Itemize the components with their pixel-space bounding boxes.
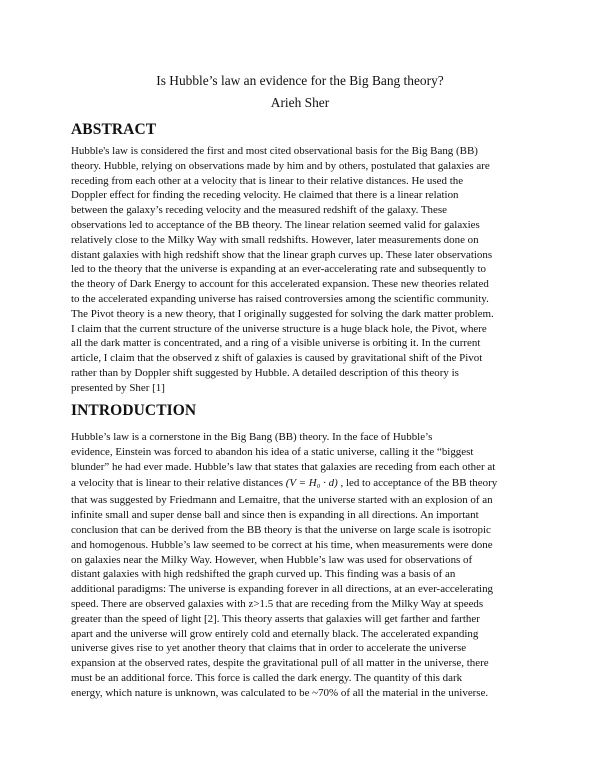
text-line: blunder” he had ever made. Hubble’s law that states that galaxies are receding from each other at [71,460,496,473]
text-line: to the accelerated expanding universe has raised controversies among the scientific community. [71,292,489,305]
text-line: led to the theory that the universe is expanding at an ever-accelerating rate and subsequently to [71,263,486,276]
text-line: that was suggested by Friedmann and Lemaitre, that the universe started with an explosion of an [71,494,493,507]
text-line: observations led to acceptance of the BB theory. The linear relation seemed valid for galaxies [71,218,480,231]
text-line: distant galaxies with high redshift show that the linear graph curves up. These later observations [71,248,493,261]
text-line: must be an additional force. This force is called the dark energy. The quantity of this dark [71,671,463,684]
text-line: Hubble’s law is a cornerstone in the Big Bang (BB) theory. In the face of Hubble’s [71,431,433,443]
text-line: on galaxies near the Milky Way. However, when Hubble’s law was used for observations of [71,553,473,566]
abstract-heading: ABSTRACT [71,121,157,138]
text-line: greater than the speed of light [2]. This theory asserts that galaxies will get farther and farther [71,612,480,625]
text-line: theory. Hubble, relying on observations made by him and by others, postulated that galaxies are [71,159,490,172]
text-line: distant galaxies with high redshifted the graph curved up. This finding was a basis of an [71,568,456,581]
text-line: conclusion that can be derived from the BB theory is that the universe on large scale is isotropic [71,523,491,536]
text-line: additional paradigms: The universe is expanding forever in all directions, at an ever-accelerating [71,583,494,596]
text-line: The Pivot theory is a new theory, that I originally suggested for solving the dark matter problem. [71,307,494,320]
paper-title: Is Hubble’s law an evidence for the Big Bang theory? [156,73,444,88]
text-line: all the dark matter is concentrated, and a ring of a visible universe is orbiting it. In the current [71,337,481,350]
abstract-body [71,144,541,396]
text-line: infinite small and super dense ball and since then is expanding in all directions. An important [71,509,479,522]
text-line: Hubble's law is considered the first and most cited observational basis for the Big Bang (BB) [71,145,478,157]
equation-line: a velocity that is linear to their relative distances (V = H₀ · d) , led to acceptance of the BB theory [71,477,498,490]
text-line: rather than by Doppler shift suggested by Hubble. A detailed description of this theory is [71,366,459,379]
text-line: universe gives rise to yet another theory that claims that in order to accelerate the universe [71,642,467,655]
text-line: presented by Sher [1] [71,381,165,394]
hubble-equation: (V = H₀ · d) [285,477,338,490]
text-line: Doppler effect for finding the receding velocity. He claimed that there is a linear relation [71,189,459,202]
text-line: energy, which nature is unknown, was calculated to be ~70% of all the material in the universe. [71,686,489,699]
text-line: I claim that the current structure of the universe structure is a huge black hole, the Pivot, where [71,322,487,335]
text-line: article, I claim that the observed z shift of galaxies is caused by gravitational shift of the Pivot [71,352,483,365]
author-name: Arieh Sher [270,95,330,110]
text-line: between the galaxy’s receding velocity and the measured redshift of the galaxy. These [71,204,447,217]
introduction-body [71,430,541,701]
introduction-heading: INTRODUCTION [71,402,197,419]
text-line: expansion at the observed rates, despite the gravitational pull of all matter in the universe, there [71,657,489,670]
text-line: evidence, Einstein was forced to abandon his idea of a static universe, calling it the “biggest [71,445,474,458]
text-line: the theory of Dark Energy to account for this accelerated expansion. These new theories related [71,278,489,291]
text-line: speed. There are observed galaxies with z>1.5 that are receding from the Milky Way at speeds [71,597,484,610]
text-line: and homogenous. Hubble’s law seemed to be correct at his time, when measurements were done [71,538,493,551]
text-line: receding from each other at a velocity that is linear to their relative distances. He used the [71,174,464,187]
text-line: apart and the universe will grow entirely cold and eternally black. The accelerated expanding [71,627,479,640]
text-line: relatively close to the Milky Way with small redshifts. However, later measurements done on [71,233,479,246]
